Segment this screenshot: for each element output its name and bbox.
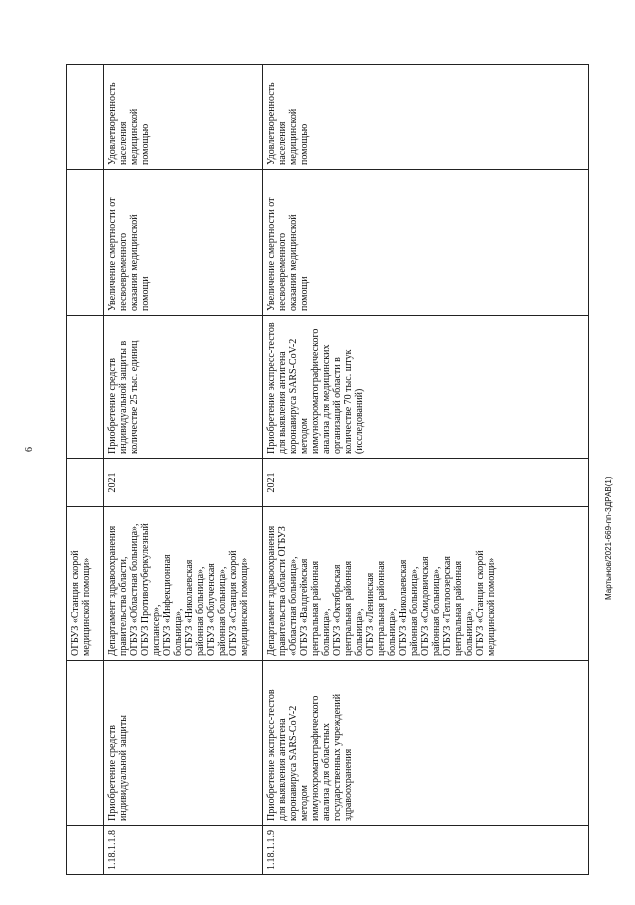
- text-line: здравоохранения: [342, 748, 354, 821]
- cell-number: 1.18.1.1.9: [262, 826, 588, 875]
- text-line: ОГБУЗ «Ленинская: [364, 572, 376, 656]
- text-line: коронавируса SARS-CoV-2: [287, 338, 299, 454]
- text-line: Увеличение смертности от: [107, 197, 119, 311]
- text-line: оказания медицинской: [287, 214, 299, 311]
- cell-result: [104, 316, 263, 459]
- text-line: организаций области в: [331, 357, 343, 454]
- text-line: больница»,: [320, 608, 332, 656]
- text-line: ОГБУЗ «Областная больница»,: [129, 523, 141, 656]
- text-line: анализа для медицинских: [320, 344, 332, 454]
- text-line: ОГБУЗ «Смидовичская: [419, 556, 431, 656]
- cell-result: [262, 316, 588, 459]
- text-line: ОГБУЗ «Теплоозерская: [441, 556, 453, 656]
- text-line: районная больница»,: [430, 566, 442, 656]
- text-line: коронавируса SARS-CoV-2: [287, 705, 299, 821]
- text-line: помощи: [298, 276, 310, 311]
- text-line: помощью: [140, 123, 152, 165]
- text-line: правительства области ОГБУЗ: [276, 526, 288, 656]
- text-line: «Областная больница»,: [287, 556, 299, 656]
- cell-number-carryover: [67, 826, 104, 875]
- cell-result-carryover: [67, 316, 104, 459]
- text-line: несвоевременного: [118, 232, 130, 311]
- table-row-carryover: [67, 65, 104, 875]
- text-line: ОГБУЗ «Станция скорой: [228, 550, 240, 656]
- text-line: районная больница»,: [195, 566, 207, 656]
- text-line: количестве 25 тыс. единиц: [129, 340, 141, 454]
- cell-risk-carryover: [67, 170, 104, 316]
- text-line: Удовлетворенность: [107, 82, 119, 165]
- text-line: диспансер»,: [151, 604, 163, 656]
- document-code: Мартынов/2021-669-пп-ЗДРАВ(1): [604, 476, 613, 600]
- text-line: центральная районная: [309, 560, 321, 656]
- text-line: помощью: [298, 123, 310, 165]
- text-line: медицинской: [287, 108, 299, 165]
- cell-indicator-carryover: [67, 65, 104, 170]
- text-line: центральная районная: [342, 560, 354, 656]
- cell-event-carryover: [67, 661, 104, 826]
- text-line: ОГБУЗ «Станция скорой: [70, 550, 81, 656]
- text-line: больница»,: [463, 608, 475, 656]
- cell-executor-carryover: [67, 507, 104, 661]
- text-line: медицинской помощи»: [239, 557, 251, 656]
- cell-indicator: [262, 65, 588, 170]
- text-line: (исследований): [353, 388, 365, 454]
- text-line: индивидуальной защиты в: [118, 340, 130, 454]
- text-line: для выявления антигена: [276, 718, 288, 821]
- text-line: Увеличение смертности от: [265, 197, 277, 311]
- text-line: помощи: [140, 276, 152, 311]
- text-line: Удовлетворенность: [265, 82, 277, 165]
- text-line: Департамент здравоохранения: [265, 525, 277, 656]
- text-line: больница»,: [173, 608, 185, 656]
- text-line: правительства области,: [118, 556, 130, 656]
- text-line: больница»,: [386, 608, 398, 656]
- cell-indicator: [104, 65, 263, 170]
- table-row: [262, 65, 588, 875]
- text-line: больница»,: [353, 608, 365, 656]
- text-line: ОГБУЗ «Валдгеймская: [298, 558, 310, 656]
- text-line: иммунохроматографического: [309, 328, 321, 454]
- text-line: Приобретение экспресс-тестов: [265, 322, 277, 454]
- text-line: медицинской: [129, 108, 141, 165]
- text-line: Приобретение экспресс-тестов: [265, 689, 277, 821]
- text-line: анализа для областных: [320, 723, 332, 821]
- text-line: центральная районная: [452, 560, 464, 656]
- table-row: [104, 65, 263, 875]
- text-line: ОГБУЗ «Облученская: [206, 563, 218, 656]
- cell-executor: [262, 507, 588, 661]
- text-line: методом: [298, 785, 310, 821]
- rotated-table-wrapper: [66, 65, 589, 875]
- text-line: населения: [276, 121, 288, 165]
- text-line: районная больница»,: [408, 566, 420, 656]
- cell-year-carryover: [67, 459, 104, 507]
- text-line: ОГБУЗ «Инфекционная: [162, 554, 174, 656]
- text-line: Приобретение средств: [107, 725, 119, 821]
- text-line: методом: [298, 418, 310, 454]
- text-line: медицинской помощи»: [81, 557, 92, 656]
- text-line: ОГБУЗ Противотуберкулезный: [140, 523, 152, 656]
- cell-number: 1.18.1.1.8: [104, 826, 263, 875]
- text-line: ОГБУЗ «Николаевская: [184, 559, 196, 656]
- text-line: количестве 70 тыс. штук: [342, 349, 354, 454]
- text-line: населения: [118, 121, 130, 165]
- cell-event: [104, 661, 263, 826]
- text-line: Департамент здравоохранения: [107, 525, 119, 656]
- cell-risk: [262, 170, 588, 316]
- cell-executor: [104, 507, 263, 661]
- cell-risk: [104, 170, 263, 316]
- cell-event: [262, 661, 588, 826]
- text-line: медицинской помощи»: [485, 557, 497, 656]
- text-line: центральная районная: [375, 560, 387, 656]
- text-line: несвоевременного: [276, 232, 288, 311]
- text-line: государственных учреждений: [331, 693, 343, 821]
- text-line: ОГБУЗ «Станция скорой: [474, 550, 486, 656]
- text-line: Приобретение средств: [107, 358, 119, 454]
- page-number: 6: [24, 447, 35, 452]
- cell-year: 2021: [104, 459, 263, 507]
- text-line: ОГБУЗ «Октябрьская: [331, 564, 343, 656]
- text-line: оказания медицинской: [129, 214, 141, 311]
- text-line: для выявления антигена: [276, 351, 288, 454]
- text-line: иммунохроматографического: [309, 695, 321, 821]
- text-line: ОГБУЗ «Николаевская: [397, 559, 409, 656]
- text-line: районная больница»,: [217, 566, 229, 656]
- cell-year: 2021: [262, 459, 588, 507]
- program-activities-table: [66, 64, 589, 875]
- text-line: индивидуальной защиты: [118, 715, 130, 821]
